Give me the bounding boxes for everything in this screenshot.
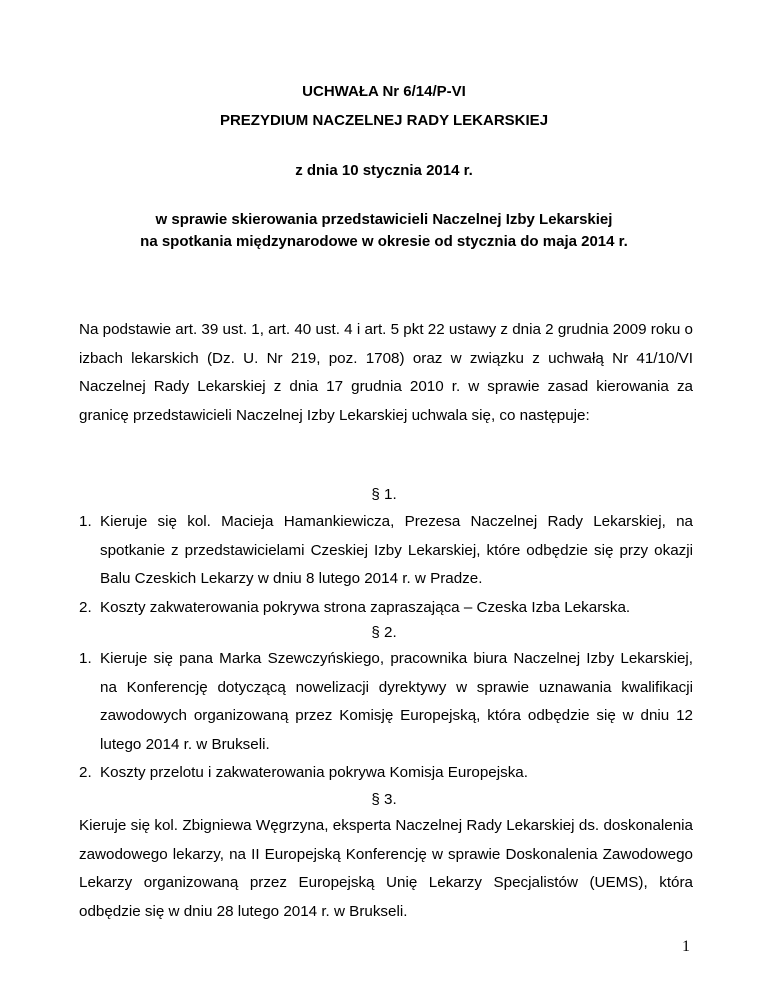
section-1-mark: § 1. [371,486,397,503]
list-item [79,759,693,788]
list-item-number: 2. [79,598,92,616]
list-item-text: Kieruje się kol. Macieja Hamankiewicza, Prezesa Naczelnej Rady Lekarskiej, na spotkanie z przedstawicielami Czeskiej Izby Lekarskiej, które odbędzie się przy okazji Balu Czeskich Lekarzy w dniu 8 lutego 2014 r. w Pradze. [100,513,693,587]
list-item-text: Koszty zakwaterowania pokrywa strona zapraszająca – Czeska Izba Lekarska. [100,598,631,616]
resolution-number: UCHWAŁA Nr 6/14/P-VI [302,83,466,100]
list-item-number: 1. [79,650,92,667]
subject-line-1: w sprawie skierowania przedstawicieli Naczelnej Izby Lekarskiej [155,211,613,228]
list-item-number: 2. [79,764,92,781]
resolution-date: z dnia 10 stycznia 2014 r. [295,162,473,179]
preamble-paragraph: Na podstawie art. 39 ust. 1, art. 40 ust. 4 i art. 5 pkt 22 ustawy z dnia 2 grudnia 2009 roku o izbach lekarskich (Dz. U. Nr 219, poz. 1708) oraz w związku z uchwałą Nr 41/10/VI Naczelnej Rady Lekarskiej z dnia 17 grudnia 2010 r. w sprawie zasad kierowania za granicę przedstawicieli Naczelnej Izby Lekarskiej uchwala się, co następuje: [79,321,693,424]
section-2-mark: § 2. [371,624,397,641]
list-item-number: 1. [79,513,92,530]
page-number: 1 [682,938,690,955]
subject-line-2: na spotkania międzynarodowe w okresie od stycznia do maja 2014 r. [140,233,628,250]
list-item [79,508,693,594]
section-3-paragraph: Kieruje się kol. Zbigniewa Węgrzyna, eksperta Naczelnej Rady Lekarskiej ds. doskonalenia zawodowego lekarzy, na II Europejską Konferencję w sprawie Doskonalenia Zawodowego Lekarzy organizowaną przez Europejską Unię Lekarzy Specjalistów (UEMS), która odbędzie się w dniu 28 lutego 2014 r. w Brukseli. [79,817,693,920]
issuing-body: PREZYDIUM NACZELNEJ RADY LEKARSKIEJ [219,112,549,129]
list-item-text: Kieruje się pana Marka Szewczyńskiego, pracownika biura Naczelnej Izby Lekarskiej, na Konferencję dotyczącą nowelizacji dyrektywy w sprawie uznawania kwalifikacji zawodowych organizowaną przez Komisję Europejską, która odbędzie się w dniu 12 lutego 2014 r. w Brukseli. [100,650,693,753]
section-2-list [79,645,693,788]
list-item [79,645,693,759]
section-1-list [79,508,693,622]
section-3-mark: § 3. [371,791,397,808]
list-item-text: Koszty przelotu i zakwaterowania pokrywa Komisja Europejska. [100,764,528,781]
list-item [79,594,693,623]
